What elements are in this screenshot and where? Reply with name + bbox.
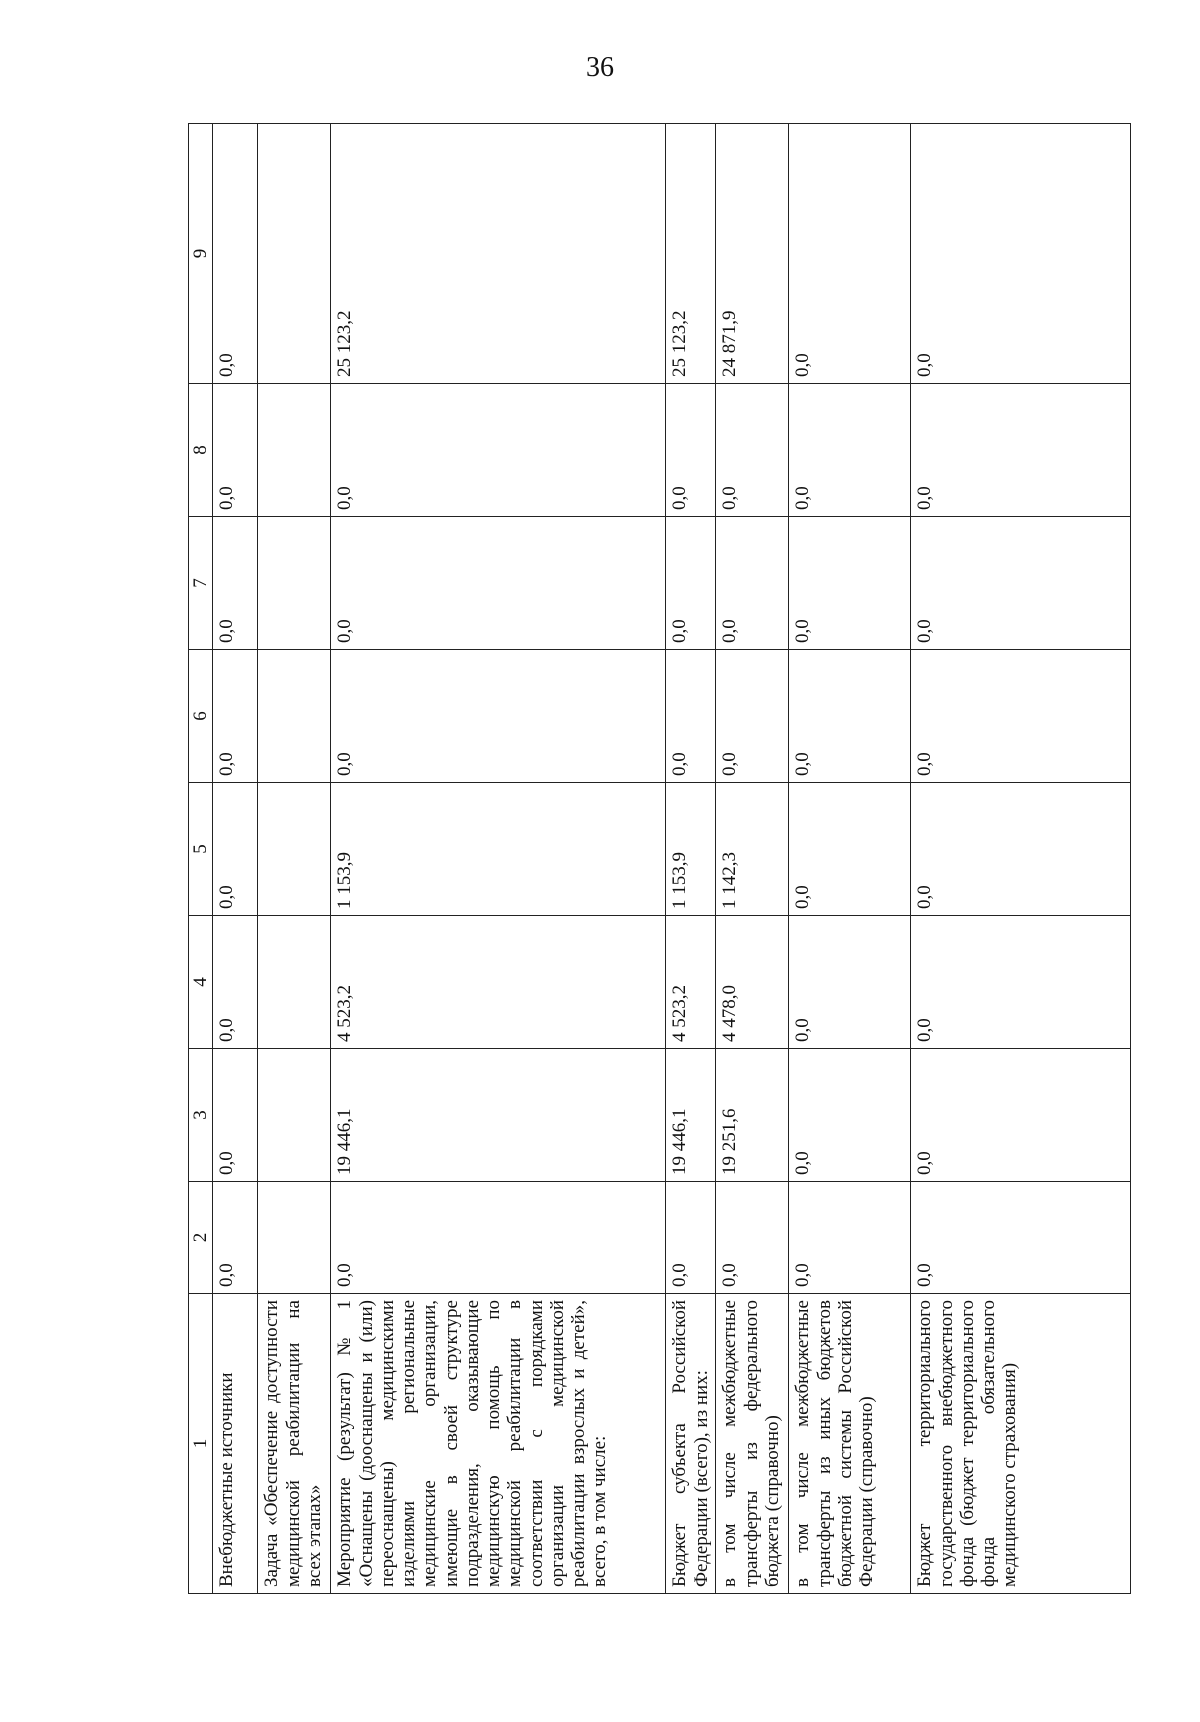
table-row xyxy=(789,124,911,1594)
table-cell: 0,0 xyxy=(716,650,789,783)
row-label: в том числе межбюджетные трансферты из федерального бюджета (справочно) xyxy=(716,1294,789,1594)
table-row xyxy=(331,124,666,1594)
table-cell: 0,0 xyxy=(716,517,789,650)
table-cell: 0,0 xyxy=(911,1049,1131,1182)
table-cell: 0,0 xyxy=(213,783,258,916)
table-cell: 24 871,9 xyxy=(716,124,789,384)
table-cell xyxy=(258,124,331,384)
table-cell: 0,0 xyxy=(789,916,911,1049)
table-row xyxy=(716,124,789,1594)
table-cell: 0,0 xyxy=(911,1182,1131,1294)
row-label: Внебюджетные источники xyxy=(213,1294,258,1594)
table-header-row xyxy=(189,124,213,1594)
table-cell: 0,0 xyxy=(666,517,716,650)
table-cell: 0,0 xyxy=(666,384,716,517)
column-header: 6 xyxy=(189,650,213,783)
table-row xyxy=(666,124,716,1594)
table-cell: 19 446,1 xyxy=(331,1049,666,1182)
column-header: 2 xyxy=(189,1182,213,1294)
table-cell: 0,0 xyxy=(331,650,666,783)
table-cell xyxy=(258,1049,331,1182)
budget-table xyxy=(188,123,1131,1594)
table-cell: 19 251,6 xyxy=(716,1049,789,1182)
table-cell: 0,0 xyxy=(789,650,911,783)
column-header: 5 xyxy=(189,783,213,916)
table-cell: 19 446,1 xyxy=(666,1049,716,1182)
table-cell: 25 123,2 xyxy=(331,124,666,384)
table-cell: 0,0 xyxy=(666,650,716,783)
table-cell: 0,0 xyxy=(789,1182,911,1294)
table-cell: 0,0 xyxy=(213,124,258,384)
table-cell: 0,0 xyxy=(331,384,666,517)
table-cell: 0,0 xyxy=(716,1182,789,1294)
table-cell: 0,0 xyxy=(789,1049,911,1182)
table-cell xyxy=(258,1182,331,1294)
rotated-table-wrapper xyxy=(188,124,1130,1594)
row-label: Задача «Обеспечение доступности медицинской реабилитации на всех этапах» xyxy=(258,1294,331,1594)
table-cell: 0,0 xyxy=(911,384,1131,517)
table-cell: 4 523,2 xyxy=(666,916,716,1049)
table-cell xyxy=(258,384,331,517)
table-row xyxy=(911,124,1131,1594)
table-cell: 0,0 xyxy=(213,1182,258,1294)
table-cell xyxy=(258,517,331,650)
column-header: 3 xyxy=(189,1049,213,1182)
table-cell xyxy=(258,783,331,916)
table-cell: 0,0 xyxy=(331,517,666,650)
table-cell: 0,0 xyxy=(911,124,1131,384)
table-row xyxy=(213,124,258,1594)
table-row xyxy=(258,124,331,1594)
table-cell: 0,0 xyxy=(911,783,1131,916)
table-cell: 4 478,0 xyxy=(716,916,789,1049)
table-cell: 1 153,9 xyxy=(666,783,716,916)
table-cell: 0,0 xyxy=(331,1182,666,1294)
table-cell xyxy=(258,650,331,783)
row-label: Бюджет субъекта Российской Федерации (всего), из них: xyxy=(666,1294,716,1594)
column-header: 4 xyxy=(189,916,213,1049)
table-cell: 0,0 xyxy=(213,1049,258,1182)
table-cell: 1 142,3 xyxy=(716,783,789,916)
table-cell: 0,0 xyxy=(789,783,911,916)
table-cell: 0,0 xyxy=(213,916,258,1049)
table-cell: 0,0 xyxy=(213,384,258,517)
table-cell: 0,0 xyxy=(716,384,789,517)
table-cell: 0,0 xyxy=(789,124,911,384)
page-number: 36 xyxy=(586,52,614,83)
table-cell: 25 123,2 xyxy=(666,124,716,384)
table-cell: 0,0 xyxy=(911,517,1131,650)
column-header: 9 xyxy=(189,124,213,384)
table-cell: 4 523,2 xyxy=(331,916,666,1049)
row-label: в том числе межбюджетные трансферты из иных бюджетов бюджетной системы Российской Федерации (справочно) xyxy=(789,1294,911,1594)
row-label: Мероприятие (результат) № 1 «Оснащены (дооснащены и (или) переоснащены) медицинскими изделиями региональные медицинские организации, имеющие в своей структуре подразделения, оказывающие медицинскую помощь по медицинской реабилитации в соответствии с порядками организации медицинской реабилитации взрослых и детей», всего, в том числе: xyxy=(331,1294,666,1594)
table-cell: 0,0 xyxy=(213,517,258,650)
table-cell: 0,0 xyxy=(789,384,911,517)
column-header: 8 xyxy=(189,384,213,517)
table-cell: 0,0 xyxy=(911,650,1131,783)
table-cell xyxy=(258,916,331,1049)
table-cell: 1 153,9 xyxy=(331,783,666,916)
column-header: 1 xyxy=(189,1294,213,1594)
row-label: Бюджет территориального государственного внебюджетного фонда (бюджет территориального фонда обязательного медицинского страхования) xyxy=(911,1294,1131,1594)
table-cell: 0,0 xyxy=(789,517,911,650)
table-cell: 0,0 xyxy=(666,1182,716,1294)
table-cell: 0,0 xyxy=(911,916,1131,1049)
table-cell: 0,0 xyxy=(213,650,258,783)
column-header: 7 xyxy=(189,517,213,650)
